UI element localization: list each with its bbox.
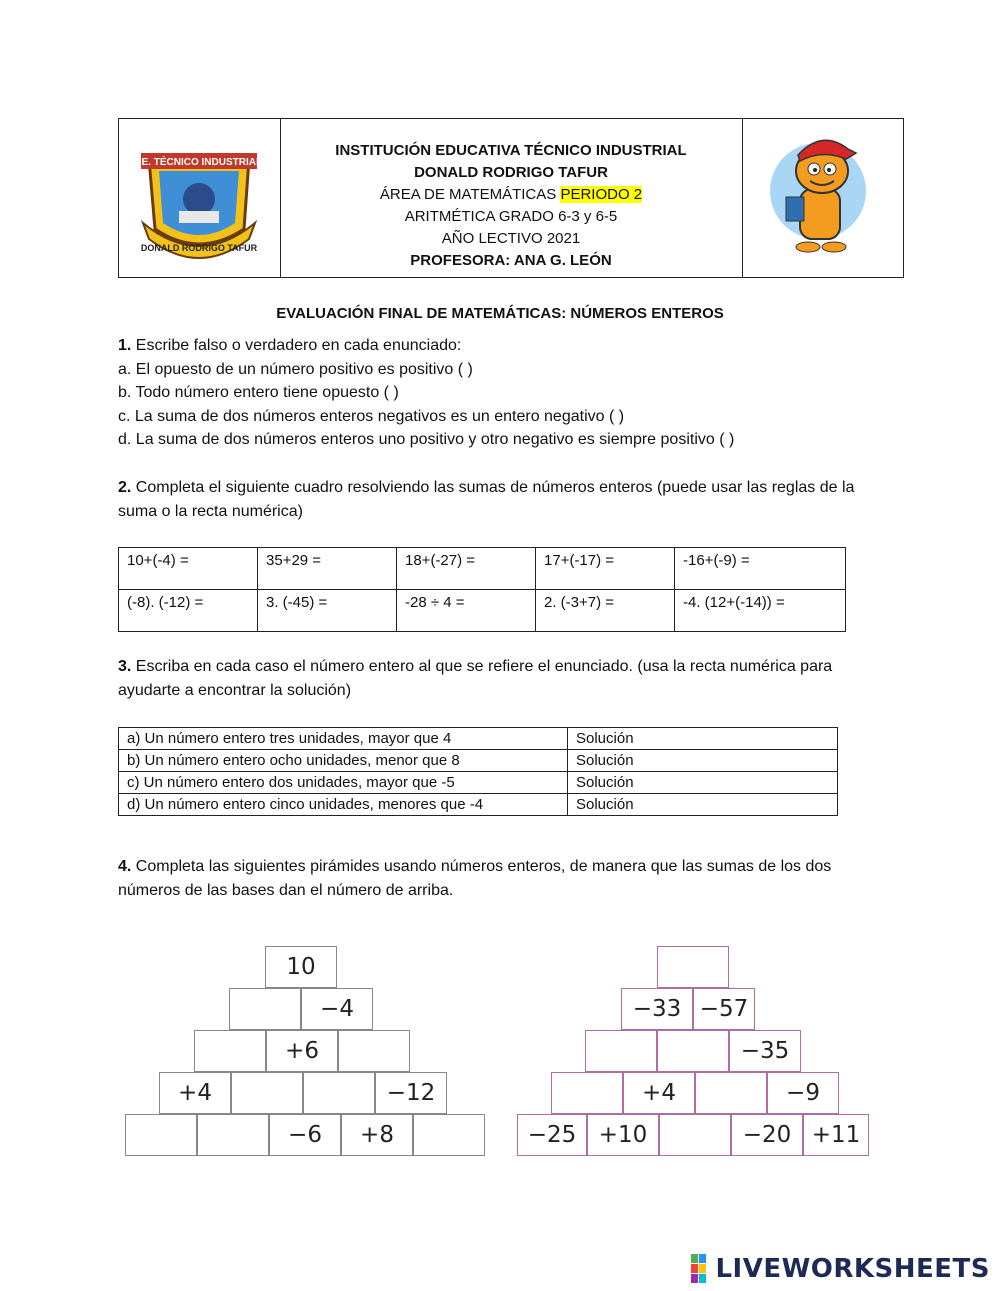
- pyramid-cell[interactable]: [338, 1030, 410, 1072]
- question-3-prompt: [118, 655, 878, 702]
- question-1-item: b. Todo número entero tiene opuesto ( ): [118, 384, 399, 401]
- question-1-number: 1.: [118, 337, 132, 354]
- table-row: [119, 772, 838, 794]
- pyramid-cell[interactable]: [551, 1072, 623, 1114]
- pyramid-cell[interactable]: [125, 1114, 197, 1156]
- statement-cell: b) Un número entero ocho unidades, menor que 8: [119, 750, 568, 772]
- question-2-number: 2.: [118, 479, 132, 496]
- pyramid-cell[interactable]: +4: [623, 1072, 695, 1114]
- crest-bottom-text: DONALD RODRIGO TAFUR: [140, 243, 258, 253]
- pyramid-right: [517, 946, 873, 1161]
- table-row: [119, 548, 846, 590]
- pyramid-cell[interactable]: −4: [301, 988, 373, 1030]
- question-1-prompt: [118, 334, 918, 358]
- area-line: [280, 184, 742, 206]
- pyramid-cell[interactable]: −57: [693, 988, 755, 1030]
- pyramid-cell[interactable]: [303, 1072, 375, 1114]
- statement-cell: d) Un número entero cinco unidades, menores que -4: [119, 794, 568, 816]
- teacher-line: PROFESORA: ANA G. LEÓN: [410, 252, 612, 269]
- pyramid-cell[interactable]: [194, 1030, 266, 1072]
- question-2-prompt: [118, 476, 878, 523]
- table-cell: 17+(-17) =: [536, 548, 675, 590]
- grade-line: ARITMÉTICA GRADO 6-3 y 6-5: [404, 208, 618, 225]
- table-cell: 10+(-4) =: [119, 548, 258, 590]
- pyramid-cell[interactable]: +6: [266, 1030, 338, 1072]
- statement-cell: c) Un número entero dos unidades, mayor que -5: [119, 772, 568, 794]
- question-4-prompt: [118, 855, 878, 902]
- pyramid-cell[interactable]: +4: [159, 1072, 231, 1114]
- table-cell: 35+29 =: [258, 548, 397, 590]
- solution-cell: Solución: [568, 772, 838, 794]
- page-title: EVALUACIÓN FINAL DE MATEMÁTICAS: NÚMEROS ENTEROS: [276, 305, 724, 322]
- pyramid-cell[interactable]: [229, 988, 301, 1030]
- garfield-illustration: [742, 119, 903, 277]
- school-name-line1: INSTITUCIÓN EDUCATIVA TÉCNICO INDUSTRIAL: [335, 142, 687, 159]
- question-1: [118, 334, 918, 452]
- solution-cell: Solución: [568, 750, 838, 772]
- header-table: [118, 118, 904, 278]
- table-cell: -4. (12+(-14)) =: [675, 590, 846, 632]
- table-row: [119, 750, 838, 772]
- liveworksheets-brand: LIVEWORKSHEETS: [715, 1254, 990, 1284]
- table-cell: 3. (-45) =: [258, 590, 397, 632]
- school-crest-cell: [119, 119, 281, 277]
- pyramid-cell[interactable]: [197, 1114, 269, 1156]
- table-row: [119, 794, 838, 816]
- question-1-item: c. La suma de dos números enteros negativos es un entero negativo ( ): [118, 407, 625, 425]
- garfield-cell: [742, 119, 903, 277]
- question-1-item: a. El opuesto de un número positivo es positivo ( ): [118, 360, 473, 378]
- question-1-text: Escribe falso o verdadero en cada enunciado:: [131, 337, 462, 354]
- pyramid-cell[interactable]: [585, 1030, 657, 1072]
- statement-cell: a) Un número entero tres unidades, mayor que 4: [119, 728, 568, 750]
- table-cell: 2. (-3+7) =: [536, 590, 675, 632]
- pyramid-cell[interactable]: −12: [375, 1072, 447, 1114]
- table-row: [119, 728, 838, 750]
- pyramid-cell[interactable]: [695, 1072, 767, 1114]
- year-line: AÑO LECTIVO 2021: [441, 230, 581, 247]
- pyramid-cell[interactable]: −33: [621, 988, 693, 1030]
- pyramid-cell[interactable]: [413, 1114, 485, 1156]
- pyramid-cell[interactable]: [657, 1030, 729, 1072]
- question-4-text: Completa las siguientes pirámides usando números enteros, de manera que las sumas de los dos números de las bases dan el número de arriba.: [118, 858, 832, 899]
- liveworksheets-logo: [691, 1254, 990, 1284]
- solution-cell: Solución: [568, 794, 838, 816]
- pyramid-cell[interactable]: [657, 946, 729, 988]
- pyramid-cell[interactable]: [231, 1072, 303, 1114]
- pyramid-cell[interactable]: −35: [729, 1030, 801, 1072]
- question-1-item: d. La suma de dos números enteros uno positivo y otro negativo es siempre positivo ( ): [118, 431, 735, 448]
- table-cell: (-8). (-12) =: [119, 590, 258, 632]
- pyramid-cell[interactable]: −9: [767, 1072, 839, 1114]
- pyramid-cell[interactable]: −20: [731, 1114, 803, 1156]
- question-3-text: Escriba en cada caso el número entero al que se refiere el enunciado. (usa la recta numérica para ayudarte a encontrar la solución): [118, 658, 833, 699]
- pyramid-cell[interactable]: −25: [517, 1114, 587, 1156]
- pyramid-cell[interactable]: +8: [341, 1114, 413, 1156]
- pyramid-cell[interactable]: 10: [265, 946, 337, 988]
- crest-top-text: I.E. TÉCNICO INDUSTRIAL: [135, 157, 263, 168]
- school-name-line2: DONALD RODRIGO TAFUR: [414, 164, 608, 181]
- liveworksheets-icon: [691, 1254, 715, 1284]
- solution-cell: Solución: [568, 728, 838, 750]
- header-info-cell: [280, 119, 743, 277]
- pyramid-cell[interactable]: +11: [803, 1114, 869, 1156]
- table-cell: 18+(-27) =: [397, 548, 536, 590]
- area-label: ÁREA DE MATEMÁTICAS: [379, 186, 561, 203]
- table-cell: -16+(-9) =: [675, 548, 846, 590]
- table-row: [119, 590, 846, 632]
- operations-table: [118, 547, 846, 632]
- statements-table: [118, 727, 838, 816]
- question-2-text: Completa el siguiente cuadro resolviendo las sumas de números enteros (puede usar las reglas de la suma o la recta numérica): [118, 479, 855, 520]
- school-crest-logo: [119, 119, 280, 277]
- pyramid-cell[interactable]: −6: [269, 1114, 341, 1156]
- question-3-number: 3.: [118, 658, 132, 675]
- pyramid-cell[interactable]: +10: [587, 1114, 659, 1156]
- table-cell: -28 ÷ 4 =: [397, 590, 536, 632]
- pyramid-cell[interactable]: [659, 1114, 731, 1156]
- pyramid-left: [125, 946, 485, 1161]
- question-4-number: 4.: [118, 858, 132, 875]
- period-highlight: PERIODO 2: [560, 186, 643, 203]
